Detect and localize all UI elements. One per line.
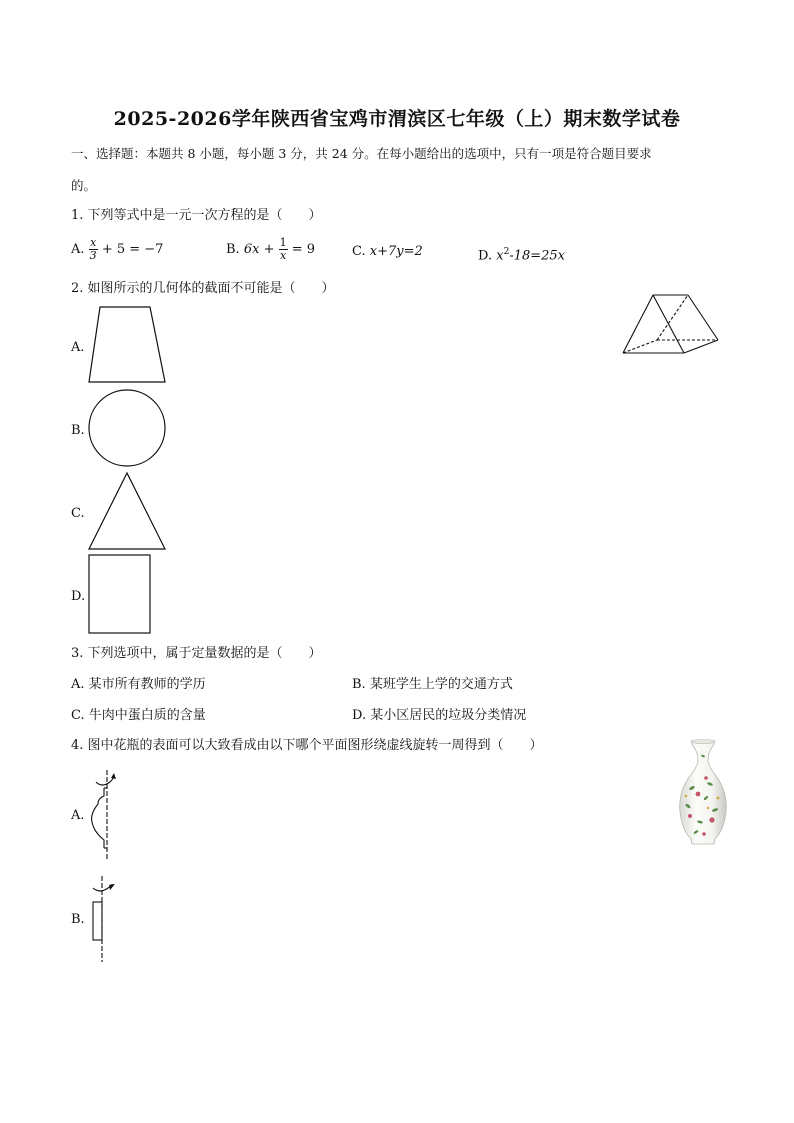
question-2-stem: 2. 如图所示的几何体的截面不可能是（ ） <box>71 281 335 296</box>
section-instruction-cont: 的。 <box>71 178 97 193</box>
q2-option-a[interactable]: A. <box>71 340 85 355</box>
page-title: 2025-2026学年陕西省宝鸡市渭滨区七年级（上）期末数学试卷 <box>113 108 681 130</box>
q2-option-b[interactable]: B. <box>71 423 85 438</box>
q4-option-b[interactable]: B. <box>71 912 85 927</box>
q1-option-b[interactable] <box>226 236 315 264</box>
option-label: D. <box>478 248 493 264</box>
question-3-stem: 3. 下列选项中，属于定量数据的是（ ） <box>71 646 322 661</box>
q2-option-c[interactable]: C. <box>71 506 85 521</box>
q4-option-a[interactable]: A. <box>71 808 85 823</box>
option-expression: -18=25x <box>509 248 566 264</box>
q1-option-d[interactable]: D. $x^2-18=25x$ <box>478 247 566 264</box>
fraction: $\frac{x}{3}$ <box>89 236 97 262</box>
option-label: A. <box>71 242 85 257</box>
rotation-figure-b <box>88 874 128 964</box>
option-expression: = 9 <box>291 242 316 257</box>
q2-option-d[interactable]: D. <box>71 589 86 604</box>
q3-option-a[interactable]: A. 某市所有教师的学历 <box>71 677 206 692</box>
option-expression: x <box>496 248 504 264</box>
section-instruction: 一、选择题：本题共 8 小题，每小题 3 分，共 24 分。在每小题给出的选项中，只有一项是符合题目要求 <box>71 146 652 161</box>
q3-option-c[interactable]: C. 牛肉中蛋白质的含量 <box>71 708 206 723</box>
q1-option-c[interactable] <box>352 244 423 260</box>
triangular-prism-figure <box>620 290 720 356</box>
q3-option-d[interactable]: D. 某小区居民的垃圾分类情况 <box>352 708 527 723</box>
option-label: B. <box>226 242 240 257</box>
option-expression: 6x + <box>243 242 275 257</box>
q3-option-b[interactable]: B. 某班学生上学的交通方式 <box>352 677 513 692</box>
vase-image <box>670 738 736 846</box>
rotation-figure-a <box>88 768 128 862</box>
option-label: C. <box>352 244 366 259</box>
option-expression: + 5 = −7 <box>101 242 164 257</box>
question-4-stem: 4. 图中花瓶的表面可以大致看成由以下哪个平面图形绕虚线旋转一周得到（ ） <box>71 738 543 753</box>
trapezoid-shape <box>88 306 168 384</box>
fraction: $\frac{1}{x}$ <box>279 236 287 262</box>
triangle-shape <box>88 472 168 552</box>
option-expression: x+7y=2 <box>369 244 423 259</box>
q1-option-a[interactable] <box>71 236 163 264</box>
circle-shape <box>88 389 168 469</box>
question-1-stem: 1. 下列等式中是一元一次方程的是（ ） <box>71 208 322 223</box>
rectangle-shape <box>88 554 154 636</box>
